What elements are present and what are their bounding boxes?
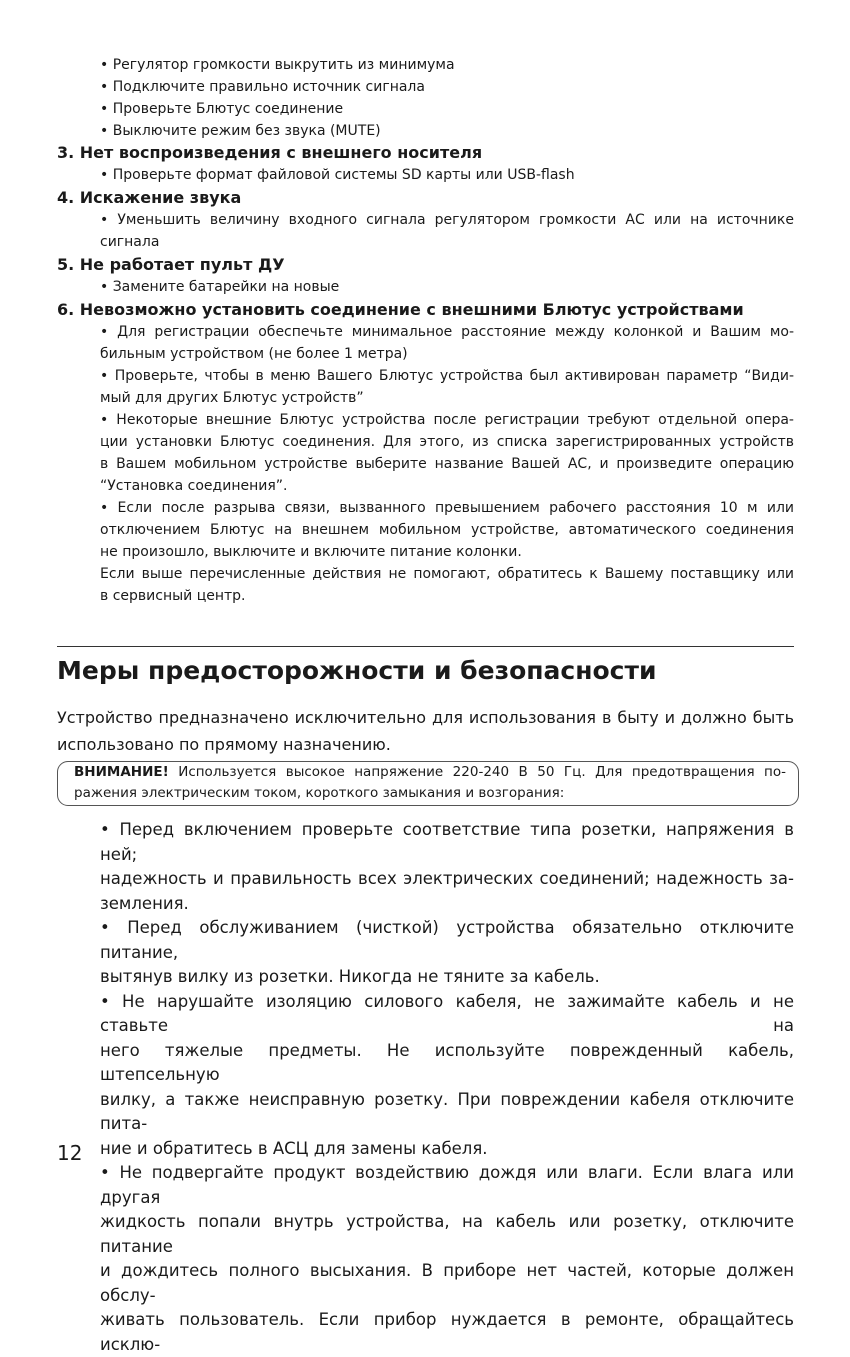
list-item: • Выключите режим без звука (MUTE) [100, 123, 381, 139]
list-item: • Регулятор громкости выкрутить из минимума [100, 57, 455, 73]
section-divider [57, 646, 794, 647]
text-line: мый для других Блютус устройств” [100, 390, 364, 406]
text-line: в сервисный центр. [100, 588, 246, 604]
warning-line [74, 762, 786, 783]
text-line: • Некоторые внешние Блютус устройства после регистрации требуют отдельной опера- [100, 412, 794, 428]
safety-bullet-list [100, 818, 794, 1357]
text-line: Устройство предназначено исключительно для использования в быту и должно быть [57, 708, 794, 727]
list-item: • Уменьшить величину входного сигнала регулятором громкости АС или на источнике [100, 212, 794, 228]
list-item: • Замените батарейки на новые [100, 279, 340, 295]
sec5-bullet-list [100, 276, 794, 298]
section-6-heading: 6. Невозможно установить соединение с внешними Блютус устройствами [57, 300, 744, 319]
section-4-heading: 4. Искажение звука [57, 188, 242, 207]
sec2-bullet-list [100, 54, 794, 142]
warning-box [57, 761, 799, 806]
text-line: • Не нарушайте изоляцию силового кабеля, не зажимайте кабель и не ставьте на [100, 991, 794, 1035]
text-line: ние и обратитесь в АСЦ для замены кабеля. [100, 1138, 488, 1158]
warning-line: ражения электрическим током, короткого замыкания и возгорания: [74, 785, 565, 801]
sec4-bullet-list [100, 209, 794, 253]
text-line: него тяжелые предметы. Не используйте поврежденный кабель, штепсельную [100, 1040, 794, 1084]
intro-paragraph [57, 704, 794, 758]
text-line: вилку, а также неисправную розетку. При повреждении кабеля отключите пита- [100, 1089, 794, 1133]
sec6-paragraphs [100, 321, 794, 607]
section-5-heading: 5. Не работает пульт ДУ [57, 255, 285, 274]
page-title: Меры предосторожности и безопасности [57, 656, 657, 685]
sec3-bullet-list [100, 164, 794, 186]
list-item: • Подключите правильно источник сигнала [100, 79, 425, 95]
text-line: отключением Блютус на внешнем мобильном устройстве, автоматического соединения [100, 522, 794, 538]
section-3-heading: 3. Нет воспроизведения с внешнего носителя [57, 143, 483, 162]
text-line: “Установка соединения”. [100, 478, 288, 494]
text-line: • Перед включением проверьте соответствие типа розетки, напряжения в ней; [100, 820, 794, 864]
text-line: бильным устройством (не более 1 метра) [100, 346, 408, 362]
text-line: и дождитесь полного высыхания. В приборе нет частей, которые должен обслу- [100, 1261, 794, 1305]
text-line: надежность и правильность всех электрических соединений; надежность за- [100, 869, 794, 888]
warning-text: Используется высокое напряжение 220-240 В 50 Гц. Для предотвращения по- [168, 764, 786, 780]
text-line: живать пользователь. Если прибор нуждается в ремонте, обращайтесь исклю- [100, 1310, 794, 1354]
list-item-continuation: сигнала [100, 234, 160, 250]
warning-label: ВНИМАНИЕ! [74, 764, 169, 780]
text-line: жидкость попали внутрь устройства, на кабель или розетку, отключите питание [100, 1212, 794, 1256]
text-line: • Перед обслуживанием (чисткой) устройства обязательно отключите питание, [100, 918, 794, 962]
text-line: • Для регистрации обеспечьте минимальное расстояние между колонкой и Вашим мо- [100, 324, 794, 340]
text-line: Если выше перечисленные действия не помогают, обратитесь к Вашему поставщику или [100, 566, 794, 582]
text-line: вытянув вилку из розетки. Никогда не тяните за кабель. [100, 967, 600, 986]
page-number: 12 [57, 1141, 83, 1165]
text-line: в Вашем мобильном устройстве выберите название Вашей АС, и произведите операцию [100, 456, 794, 472]
text-line: • Проверьте, чтобы в меню Вашего Блютус устройства был активирован параметр “Види- [100, 368, 794, 384]
text-line: земления. [100, 893, 189, 913]
text-line: ции установки Блютус соединения. Для этого, из списка зарегистрированных устройств [100, 434, 794, 450]
list-item: • Проверьте формат файловой системы SD карты или USB-flash [100, 167, 575, 183]
text-line: использовано по прямому назначению. [57, 735, 391, 754]
text-line: • Не подвергайте продукт воздействию дождя или влаги. Если влага или другая [100, 1163, 794, 1207]
text-line: не произошло, выключите и включите питание колонки. [100, 544, 522, 560]
text-line: • Если после разрыва связи, вызванного превышением рабочего расстояния 10 м или [100, 500, 794, 516]
list-item: • Проверьте Блютус соединение [100, 101, 344, 117]
